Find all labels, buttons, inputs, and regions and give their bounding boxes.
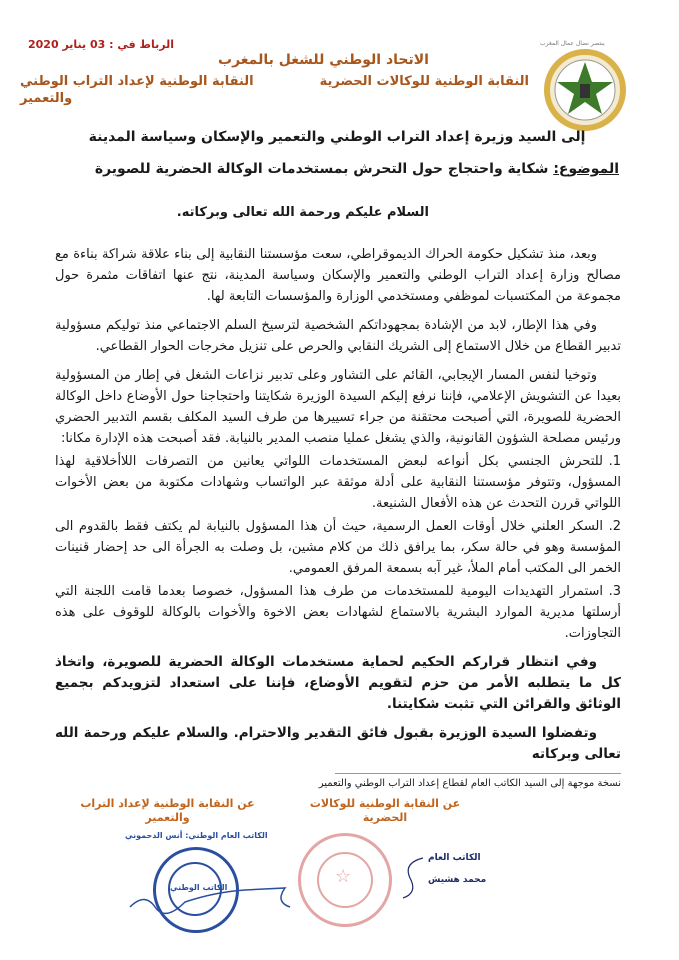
right-stamp xyxy=(298,833,392,927)
right-signatory-name: محمد هشيش xyxy=(428,875,487,885)
logo-caption: ينتصر نضال عمال المغرب xyxy=(540,40,605,47)
signatures xyxy=(0,797,679,937)
subject-text: شكاية واحتجاج حول التحرش بمستخدمات الوكالة الحضرية للصويرة xyxy=(94,161,554,177)
list-item: 1.للتحرش الجنسي بكل أنواعه لبعض المستخدمات اللواتي يعانين من التصرفات اللاأخلاقية لهذا المسؤول، وتتوفر مؤسستنا النقابية على أدلة موثقة عبر الواتساب وشهادات مكتوبة من بعض الأخوات اللواتي قررن التحدث عن هذه الأفعال الشنيعة. xyxy=(55,454,621,511)
subject-label: الموضوع: xyxy=(553,161,619,177)
union-territory-name: النقابة الوطنية لإعداد التراب الوطني والتعمير xyxy=(20,74,254,106)
paragraph-1: وبعد، منذ تشكيل حكومة الحراك الديموقراطي، سعت مؤسستنا النقابية إلى بناء علاقة شراكة بناءة مع مصالح وزارة إعداد التراب الوطني والتعمير والإسكان وسياسة المدينة، نتج عنها اتفاقات مثمرة حول مجموعة من المكتسبات لموظفي ومستخدمي الوزارة والمؤسسات التابعة لها. xyxy=(55,247,621,304)
right-signatory-title: الكاتب العام xyxy=(428,853,481,863)
right-signatory-org: عن النقابة الوطنية للوكالات الحضرية xyxy=(309,797,461,824)
star-icon: ☆ xyxy=(335,866,352,887)
closing-request: وفي انتظار قراركم الحكيم لحماية مستخدمات الوكالة الحضرية للصويرة، واتخاذ كل ما يتطلبه الأمر من حزم لتقويم الأوضاع، فإننا على استعداد لتزويدكم بجميع الوثائق والقرائن التي تثبت شكايتنا. xyxy=(55,654,621,712)
union-urban-agencies-name: النقابة الوطنية للوكالات الحضرية xyxy=(319,74,529,89)
letter-date: الرباط في : 03 يناير 2020 xyxy=(28,38,174,51)
list-item: 2.السكر العلني خلال أوقات العمل الرسمية، حيث أن هذا المسؤول بالنيابة لم يكتف فقط بالقدوم الى المؤسسة وهو في حالة سكر، بما يرافق ذلك من كلام مشين، بل وصلت به الجرأة الى حد إحضار قنينات الخمر الى المكتب أمام الملأ، غير آبه بسمعة المرفق العمومي. xyxy=(55,519,621,576)
federation-name: الاتحاد الوطني للشغل بالمغرب xyxy=(218,52,429,68)
left-stamp-text: الكاتب الوطني xyxy=(170,883,228,892)
paragraph-2: وفي هذا الإطار، لابد من الإشادة بمجهوداتكم الشخصية لترسيخ السلم الاجتماعي منذ توليكم مسؤولية تدبير القطاع من خلال الاستماع إلى الشريك النقابي والحرص على تنزيل مخرجات الحوار القطاعي. xyxy=(55,318,621,354)
list-item: 3.استمرار التهديدات اليومية للمستخدمات من طرف هذا المسؤول، خصوصا بعدما قامت اللجنة التي أرسلتها مديرية الموارد البشرية بالاستماع لشهادات بعض الاخوة والأخوات بالوكالة للوقوف على هذه التجاوزات. xyxy=(55,584,621,641)
left-signatory-org: عن النقابة الوطنية لإعداد التراب والتعمير xyxy=(80,797,255,824)
subject-line xyxy=(40,160,619,178)
left-signature xyxy=(125,862,295,922)
addressee: إلى السيد وزيرة إعداد التراب الوطني والتعمير والإسكان وسياسة المدينة xyxy=(88,129,586,145)
divider xyxy=(335,773,621,774)
left-signatory-title: الكاتب العام الوطني: أنس الدحموني xyxy=(125,831,268,840)
right-signature xyxy=(398,853,428,903)
closing-salutation: وتفضلوا السيدة الوزيرة بقبول فائق التقدير والاحترام. والسلام عليكم ورحمة الله تعالى وبركاته xyxy=(55,725,621,762)
greeting: السلام عليكم ورحمة الله تعالى وبركاته. xyxy=(176,205,429,220)
union-logo xyxy=(540,40,630,132)
letter-body xyxy=(0,244,679,957)
cc-note: نسخة موجهة إلى السيد الكاتب العام لقطاع إعداد التراب الوطني والتعمير xyxy=(318,778,621,789)
paragraph-3: وتوخيا لنفس المسار الإيجابي، القائم على التشاور وعلى تدبير نزاعات الشغل في إطار من المسؤولية بعيدا عن التشويش الإعلامي، فإننا نرفع إليكم السيدة الوزيرة شكايتنا واحتجاجنا حول الأوضاع داخل الوكالة الحضرية للصويرة، التي أصبحت محتقنة من جراء تسييرها من طرف السيد المكلف بقسم التدبير الحضري ورئيس مصلحة الشؤون القانونية، والذي يشغل عمليا منصب المدير بالنيابة. فقد أصبحت هذه الإدارة مكانا: xyxy=(55,368,621,446)
